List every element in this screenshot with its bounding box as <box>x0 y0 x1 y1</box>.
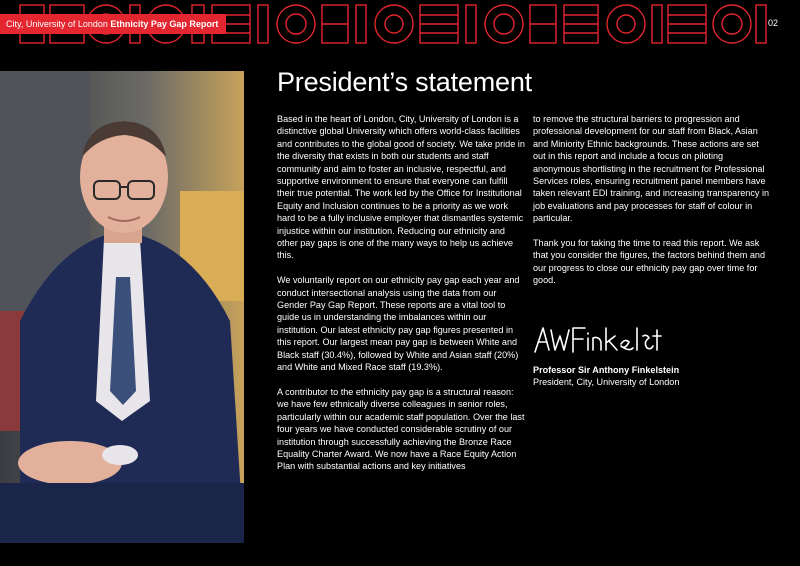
signer-name: Professor Sir Anthony Finkelstein <box>533 365 680 375</box>
paragraph-actions: to remove the structural barriers to progression and professional development for our staff from Black, Asian and Miniority Ethnic backgrounds. These actions are set out in this report and include a focus on piloting anonymous shortlisting in the recruitment for Professional Services roles, ensuring recruitment panel members have taken relevant EDI training, and increasing transparency in job evaluations and pay processes for staff of colour in particular. <box>533 114 770 224</box>
signer-role: President, City, University of London <box>533 377 680 388</box>
page-number: 02 <box>767 18 778 28</box>
page-title: President’s statement <box>277 67 532 97</box>
signature-icon <box>533 322 663 358</box>
report-org: City, University of London <box>6 19 108 29</box>
header-band <box>0 0 800 46</box>
paragraph-contributors: A contributor to the ethnicity pay gap is a structural reason: we have few ethnically diverse colleagues in senior roles, particularly within our academic staff population. Over the last four years we have conducted considerable scrutiny of our institution through successfully achieving the Bronze Race Equality Charter Award. We now have a Race Equity Action Plan with substantial actions and key initiatives <box>277 386 525 472</box>
paragraph-reporting: We voluntarily report on our ethnicity pay gap each year and conduct intersectional analysis using the data from our Gender Pay Gap Report. These reports are a vital tool to guide us in understanding the imbalances within our institution. Our latest ethnicity pay gap figures presented in this report. Our largest mean pay gap is between White and Black staff (30.4%), followed by White and Asian staff (20%) and White and Mixed Race staff (19.3%). <box>277 275 520 373</box>
paragraph-thanks: Thank you for taking the time to read this report. We ask that you consider the figures, the factors behind them and our progress to close our ethnicity pay gap over time for good. <box>533 238 766 286</box>
statement-right-column <box>533 113 771 299</box>
report-tag <box>0 14 226 34</box>
signer-block <box>533 364 679 389</box>
report-title: Ethnicity Pay Gap Report <box>110 19 219 29</box>
president-portrait-icon <box>0 71 244 543</box>
paragraph-intro: Based in the heart of London, City, University of London is a distinctive global University which offers world-class facilities and contributes to the global good of society. We take pride in the diversity that exists in both our students and staff community and aim to foster an inclusive, respectful, and supportive environment to ensure that everyone can fulfill their true potential. The work led by the Office for Institutional Equity and Inclusion continues to be a priority as we work hard to be a fully inclusive employer that dismantles systemic injustice within our institution. Reducing our ethnicity and other pay gaps is one of the many ways to help us achieve this. <box>277 114 525 261</box>
statement-left-column <box>277 113 525 485</box>
